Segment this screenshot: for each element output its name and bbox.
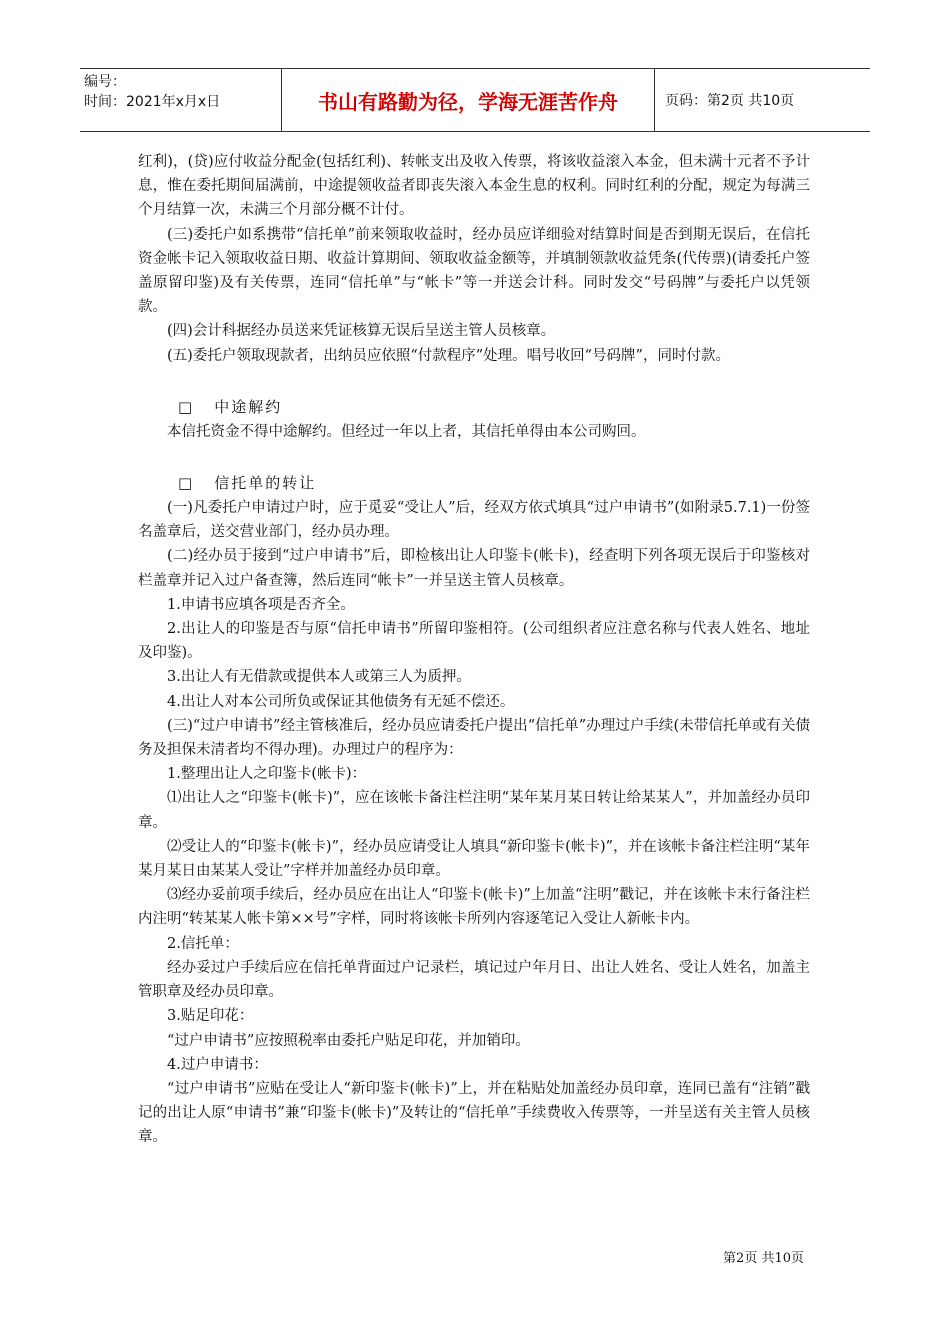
paragraph: (三)委托户如系携带“信托单”前来领取收益时，经办员应详细验对结算时间是否到期无误后，在信托资金帐卡记入领取收益日期、收益计算期间、领取收益金额等，并填制领款收益凭条(代传票)(请委托户签盖原留印鉴)及有关传票，连同“信托单”与“帐卡”等一并送会计科。同时发交“号码牌”与委托户以凭领款。 — [138, 226, 810, 316]
paragraph: 本信托资金不得中途解约。但经过一年以上者，其信托单得由本公司购回。 — [167, 423, 646, 440]
header-motto: 书山有路勤为径，学海无涯苦作舟 — [282, 69, 655, 131]
paragraph: (三)“过户申请书”经主管核准后，经办员应请委托户提出“信托单”办理过户手续(未带信托单或有关债务及担保未清者均不得办理)。办理过户的程序为： — [138, 717, 810, 759]
doc-number-label: 编号： — [84, 74, 126, 90]
paragraph: 1.申请书应填各项是否齐全。 — [167, 596, 355, 613]
section-heading-text: 信托单的转让 — [214, 474, 317, 493]
paragraph: 2.出让人的印鉴是否与原“信托申请书”所留印鉴相符。(公司组织者应注意名称与代表人姓名、地址及印鉴)。 — [138, 621, 810, 662]
paragraph: (四)会计科据经办员送来凭证核算无误后呈送主管人员核章。 — [167, 323, 556, 340]
paragraph: 3.出让人有无借款或提供本人或第三人为质押。 — [167, 669, 471, 686]
header-page-number: 页码：第2页 共10页 — [665, 93, 795, 109]
paragraph: 经办妥过户手续后应在信托单背面过户记录栏，填记过户年月日、出让人姓名、受让人姓名，加盖主管职章及经办员印章。 — [138, 959, 810, 1001]
paragraph: ⑴出让人之“印鉴卡(帐卡)”，应在该帐卡备注栏注明“某年某月某日转让给某某人”，并加盖经办员印章。 — [138, 790, 810, 831]
paragraph: ⑵受让人的“印鉴卡(帐卡)”，经办员应请受让人填具“新印鉴卡(帐卡)”，并在该帐卡备注栏注明“某年某月某日由某某人受让”字样并加盖经办员印章。 — [138, 838, 810, 880]
section-heading — [138, 394, 810, 420]
paragraph: “过户申请书”应贴在受让人“新印鉴卡(帐卡)”上，并在粘贴处加盖经办员印章，连同已盖有“注销”戳记的出让人原“申请书”兼“印鉴卡(帐卡)”及转让的“信托单”手续费收入传票等，一并呈送有关主管人员核章。 — [138, 1080, 810, 1146]
document-body — [138, 150, 810, 1150]
paragraph: 4.出让人对本公司所负或保证其他债务有无延不偿还。 — [167, 693, 515, 710]
header-meta — [80, 69, 282, 131]
paragraph: 4.过户申请书： — [167, 1056, 268, 1073]
paragraph: 2.信托单： — [167, 935, 239, 952]
paragraph: (一)凡委托户申请过户时，应于觅妥“受让人”后，经双方依式填具“过户申请书”(如附录5.7.1)一份签名盖章后，送交营业部门，经办员办理。 — [138, 500, 810, 541]
page-footer-number: 第2页 共10页 — [723, 1251, 804, 1266]
checkbox-bullet-icon: □ — [178, 397, 193, 416]
checkbox-bullet-icon: □ — [178, 474, 193, 493]
paragraph: “过户申请书”应按照税率由委托户贴足印花，并加销印。 — [167, 1032, 530, 1049]
page-header — [80, 68, 870, 132]
paragraph: 红利)，(贷)应付收益分配金(包括红利)、转帐支出及收入传票，将该收益滚入本金，但未满十元者不予计息，惟在委托期间届满前，中途提领收益者即丧失滚入本金生息的权利。同时红利的分配，规定为每满三个月结算一次，未满三个月部分概不计付。 — [138, 154, 810, 219]
doc-time: 时间：2021年x月x日 — [84, 94, 221, 110]
section-heading-text: 中途解约 — [214, 397, 283, 416]
paragraph: (二)经办员于接到“过户申请书”后，即检核出让人印鉴卡(帐卡)，经查明下列各项无误后于印鉴核对栏盖章并记入过户备查簿，然后连同“帐卡”一并呈送主管人员核章。 — [138, 548, 810, 589]
paragraph: 3.贴足印花： — [167, 1008, 254, 1025]
paragraph: (五)委托户领取现款者，出纳员应依照“付款程序”处理。唱号收回“号码牌”，同时付款。 — [167, 347, 730, 364]
paragraph: ⑶经办妥前项手续后，经办员应在出让人“印鉴卡(帐卡)”上加盖“注明”戳记，并在该帐卡末行备注栏内注明“转某某人帐卡第××号”字样，同时将该帐卡所列内容逐笔记入受让人新帐卡内。 — [138, 887, 810, 928]
paragraph: 1.整理出让人之印鉴卡(帐卡)： — [167, 766, 367, 783]
section-heading — [138, 470, 810, 496]
